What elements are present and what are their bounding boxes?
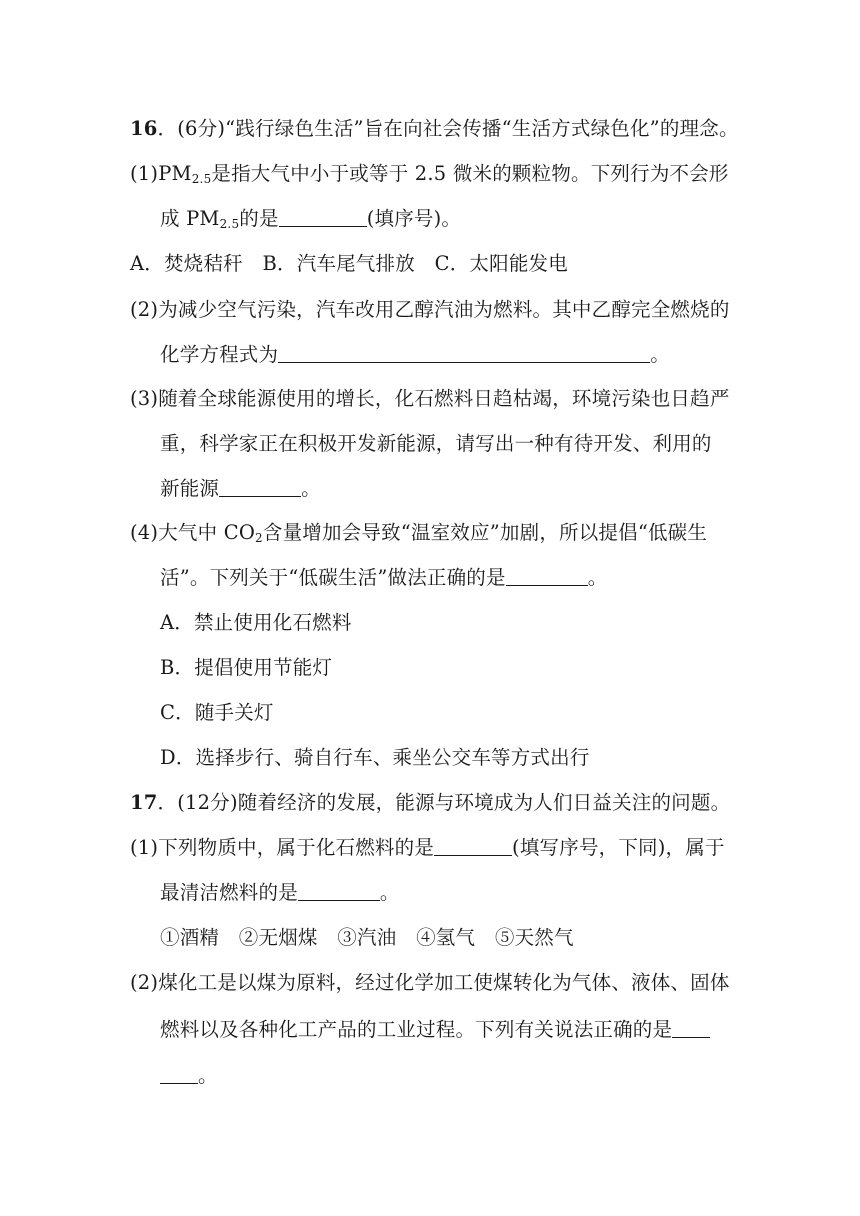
q16-p3-text-d: 。 <box>301 477 321 500</box>
q17-intro-text: ．(12分)随着经济的发展，能源与环境成为人们日益关注的问题。 <box>157 791 731 814</box>
q16-option-d: D．选择步行、骑自行车、乘坐公交车等方式出行 <box>160 746 590 769</box>
q16-p1-text-a: (1)PM <box>130 162 192 185</box>
q16-part4-line1 <box>130 520 707 546</box>
q17-part1-line2 <box>160 880 400 906</box>
q17-p1-text-a: (1)下列物质中，属于化石燃料的是 <box>130 836 435 859</box>
q16-part4-line2 <box>160 565 607 591</box>
answer-blank[interactable] <box>219 478 301 497</box>
q17-part1-options: ①酒精 ②无烟煤 ③汽油 ④氢气 ⑤天然气 <box>160 926 574 949</box>
q16-p4-text-c: 活”。下列关于“低碳生活”做法正确的是 <box>160 566 506 589</box>
q16-p4-text-d: 。 <box>587 566 608 589</box>
answer-blank[interactable] <box>506 567 588 586</box>
q16-option-b: B．提倡使用节能灯 <box>160 656 333 679</box>
q17-part2-line1: (2)煤化工是以煤为原料，经过化学加工使煤转化为气体、液体、固体 <box>130 971 730 994</box>
q17-p1-text-d: 。 <box>379 881 400 904</box>
q17-p1-text-c: 最清洁燃料的是 <box>160 881 298 904</box>
q17-p2-text-c: 。 <box>198 1064 218 1087</box>
q17-number: 17 <box>130 791 158 814</box>
q16-intro <box>130 116 739 142</box>
answer-blank[interactable] <box>434 837 512 856</box>
answer-blank[interactable] <box>672 1019 710 1038</box>
q17-part2-line2 <box>160 1017 710 1043</box>
q16-part2-line1: (2)为减少空气污染，汽车改用乙醇汽油为燃料。其中乙醇完全燃烧的 <box>130 298 730 321</box>
co2-subscript: 2 <box>255 531 263 545</box>
answer-blank[interactable] <box>298 882 380 901</box>
q16-p4-text-b: 含量增加会导致“温室效应”加剧，所以提倡“低碳生 <box>262 521 708 544</box>
q16-part1-options: A．焚烧秸秆 B．汽车尾气排放 C．太阳能发电 <box>130 252 568 275</box>
q17-part1-line1 <box>130 835 725 861</box>
q17-part2-line3 <box>160 1063 218 1089</box>
q17-p1-text-b: (填写序号，下同)，属于 <box>512 836 725 859</box>
q16-part3-line3 <box>160 476 321 502</box>
q16-p1-text-e: (填序号)。 <box>366 207 462 230</box>
q16-p1-text-b: 是指大气中小于或等于 2.5 微米的颗粒物。下列行为不会形 <box>211 162 729 185</box>
q16-part3-line1: (3)随着全球能源使用的增长，化石燃料日趋枯竭，环境污染也日趋严 <box>130 387 730 410</box>
q16-p4-text-a: (4)大气中 CO <box>130 521 256 544</box>
q16-part2-line2 <box>160 342 670 368</box>
answer-blank[interactable] <box>160 1065 198 1084</box>
q16-p2-text-c: 。 <box>650 343 670 366</box>
q17-p2-text-b: 燃料以及各种化工产品的工业过程。下列有关说法正确的是 <box>160 1018 673 1041</box>
q16-p2-text-b: 化学方程式为 <box>160 343 279 366</box>
q17-intro <box>130 790 730 816</box>
pm-subscript: 2.5 <box>219 217 240 231</box>
q16-part3-line2: 重，科学家正在积极开发新能源，请写出一种有待开发、利用的 <box>160 432 712 455</box>
q16-p1-text-d: 的是 <box>239 207 279 230</box>
q16-p3-text-c: 新能源 <box>160 477 220 500</box>
q16-number: 16 <box>130 117 158 140</box>
q16-option-a: A．禁止使用化石燃料 <box>160 611 352 634</box>
q16-option-c: C．随手关灯 <box>160 701 274 724</box>
q16-p1-text-c: 成 PM <box>160 207 220 230</box>
answer-blank[interactable] <box>279 208 367 227</box>
answer-blank[interactable] <box>278 344 650 363</box>
q16-part1-line1 <box>130 161 729 187</box>
q16-part1-line2 <box>160 206 461 232</box>
q16-intro-text: ．(6分)“践行绿色生活”旨在向社会传播“生活方式绿色化”的理念。 <box>157 117 739 140</box>
pm-subscript: 2.5 <box>191 172 212 186</box>
